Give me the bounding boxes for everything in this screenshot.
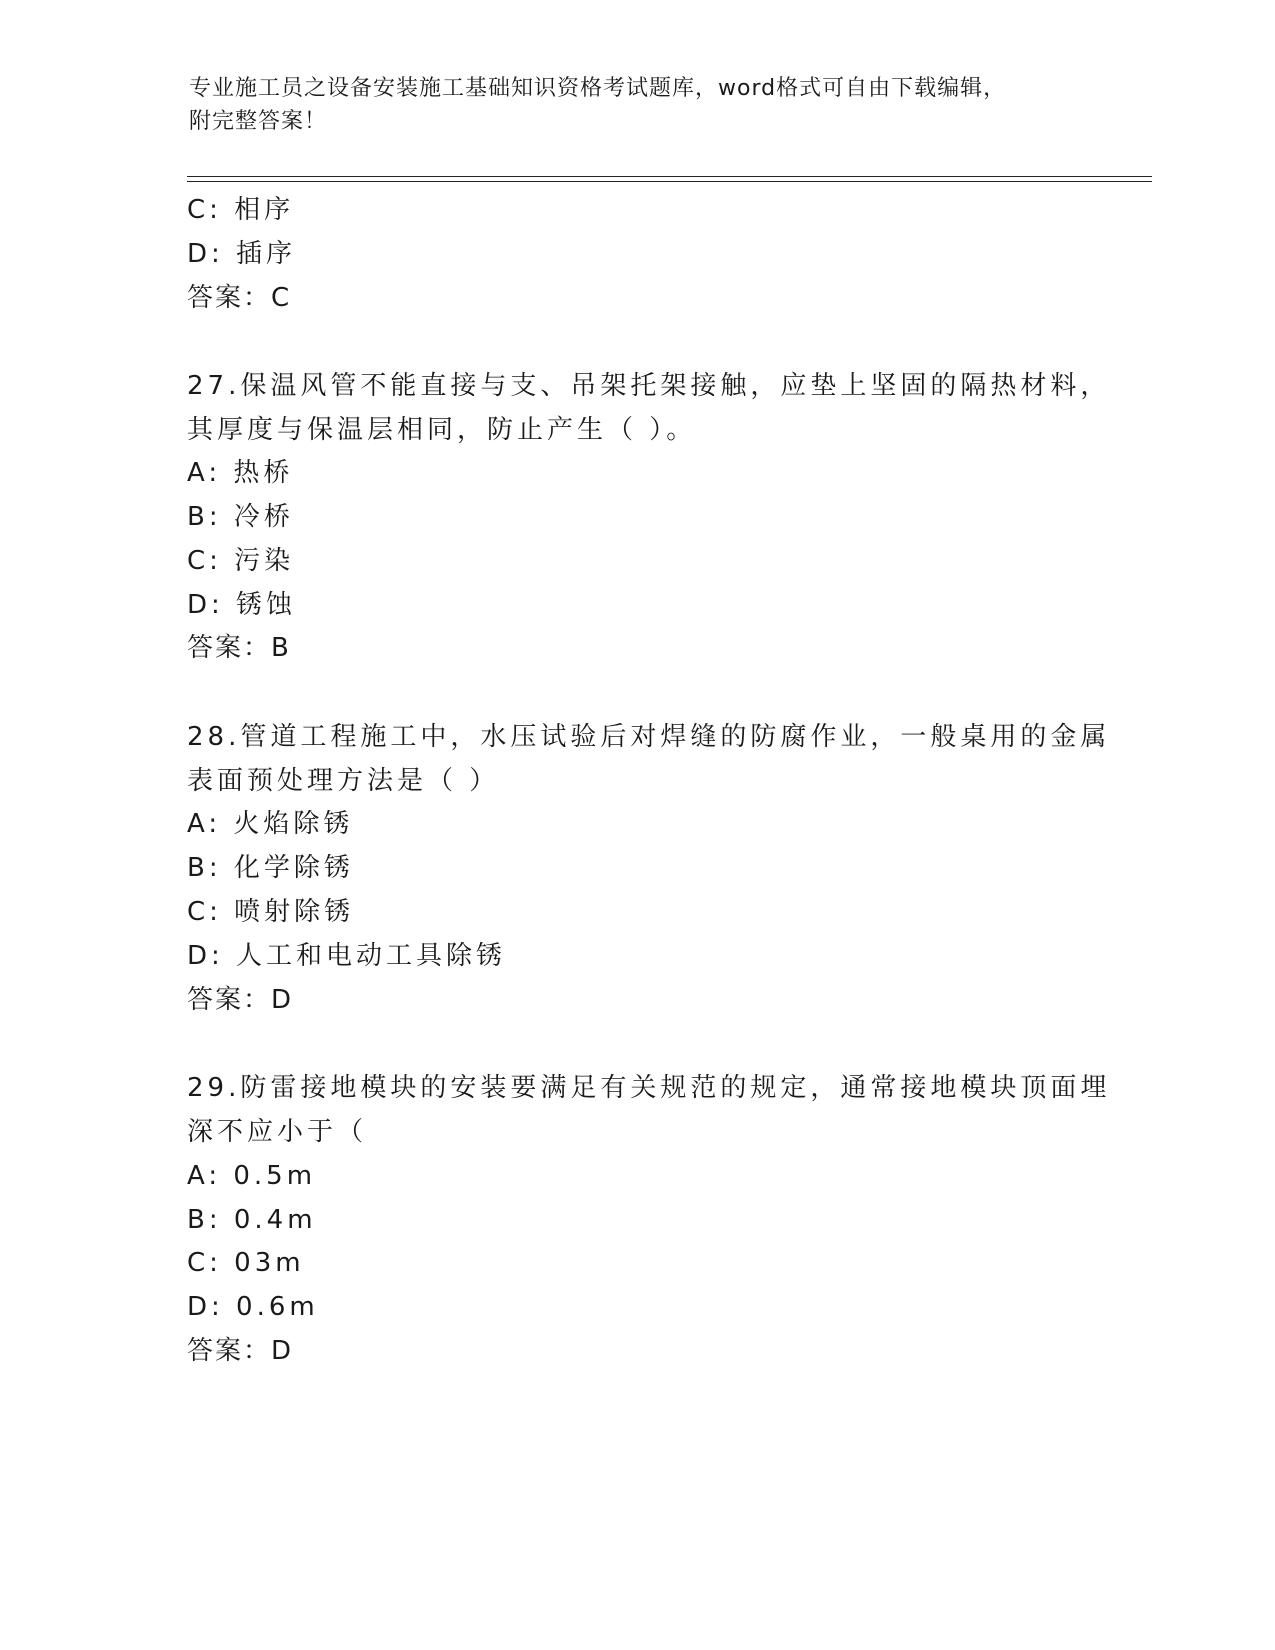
- header-line-1: 专业施工员之设备安装施工基础知识资格考试题库，word格式可自由下载编辑，: [189, 76, 1007, 101]
- option-c: C: 03m: [187, 1248, 305, 1278]
- header-divider-top: [187, 176, 1152, 177]
- question-stem: 28.管道工程施工中，水压试验后对焊缝的防腐作业，一般桌用的金属: [187, 722, 1111, 752]
- header-line-2: 附完整答案！: [189, 109, 328, 134]
- option-b: B: 化学除锈: [187, 853, 354, 883]
- document-header: [189, 72, 1089, 138]
- question-stem: 27.保温风管不能直接与支、吊架托架接触，应垫上坚固的隔热材料，: [187, 371, 1111, 401]
- option-a: A: 火焰除锈: [187, 809, 354, 839]
- question-stem-cont: 深不应小于（: [187, 1117, 368, 1147]
- answer-line: 答案：D: [187, 985, 294, 1015]
- option-a: A: 0.5m: [187, 1161, 317, 1191]
- option-c: C: 相序: [187, 195, 295, 225]
- option-b: B: 0.4m: [187, 1205, 317, 1235]
- option-c: C: 喷射除锈: [187, 897, 355, 927]
- option-a: A: 热桥: [187, 458, 294, 488]
- option-d: D: 插序: [187, 239, 297, 269]
- option-d: D: 0.6m: [187, 1292, 319, 1322]
- question-stem-cont: 其厚度与保温层相同，防止产生（ ）。: [187, 415, 697, 445]
- answer-line: 答案：B: [187, 633, 291, 663]
- question-stem: 29.防雷接地模块的安装要满足有关规范的规定，通常接地模块顶面埋: [187, 1073, 1111, 1103]
- question-stem-cont: 表面预处理方法是（ ）: [187, 766, 500, 796]
- header-divider-bottom: [187, 181, 1152, 182]
- answer-line: 答案：C: [187, 283, 292, 313]
- option-d: D: 锈蚀: [187, 590, 297, 620]
- option-b: B: 冷桥: [187, 502, 294, 532]
- answer-line: 答案：D: [187, 1336, 294, 1366]
- option-d: D: 人工和电动工具除锈: [187, 941, 507, 971]
- option-c: C: 污染: [187, 546, 295, 576]
